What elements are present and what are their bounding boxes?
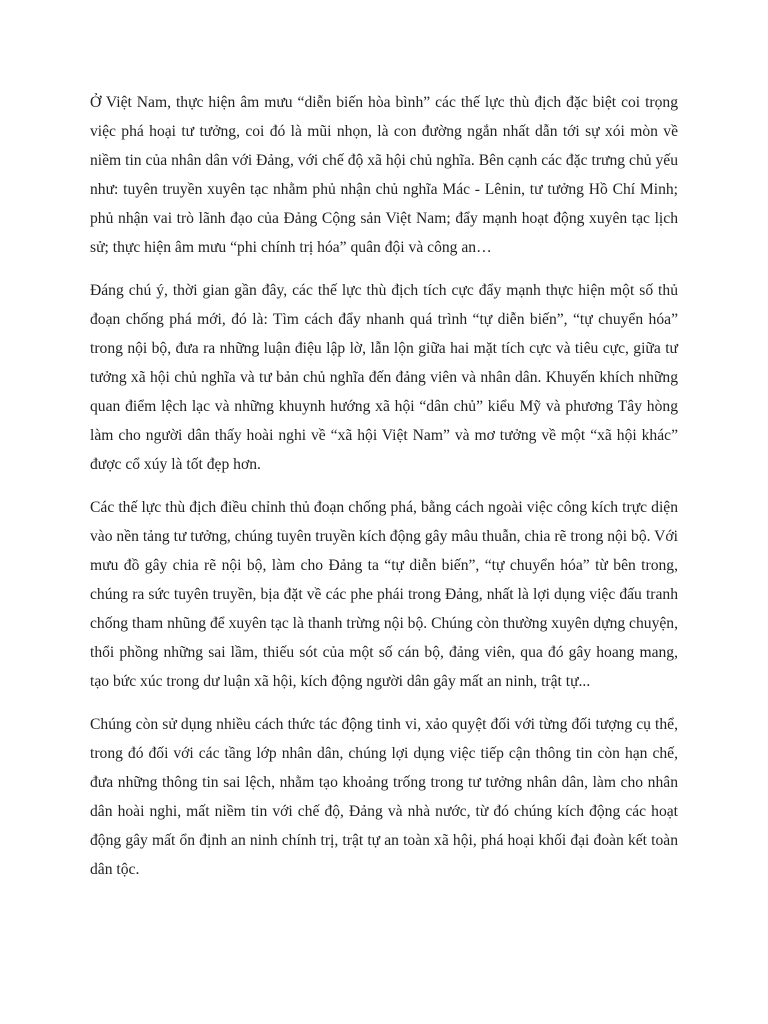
document-body [90, 88, 678, 898]
paragraph: Ở Việt Nam, thực hiện âm mưu “diễn biến hòa bình” các thế lực thù địch đặc biệt coi trọng việc phá hoại tư tưởng, coi đó là mũi nhọn, là con đường ngắn nhất dẫn tới sự xói mòn về niềm tin của nhân dân với Đảng, với chế độ xã hội chủ nghĩa. Bên cạnh các đặc trưng chủ yếu như: tuyên truyền xuyên tạc nhằm phủ nhận chủ nghĩa Mác - Lênin, tư tưởng Hồ Chí Minh; phủ nhận vai trò lãnh đạo của Đảng Cộng sản Việt Nam; đẩy mạnh hoạt động xuyên tạc lịch sử; thực hiện âm mưu “phi chính trị hóa” quân đội và công an… [90, 94, 678, 256]
paragraph: Đáng chú ý, thời gian gần đây, các thế lực thù địch tích cực đẩy mạnh thực hiện một số thủ đoạn chống phá mới, đó là: Tìm cách đẩy nhanh quá trình “tự diễn biến”, “tự chuyển hóa” trong nội bộ, đưa ra những luận điệu lập lờ, lẫn lộn giữa hai mặt tích cực và tiêu cực, giữa tư tưởng xã hội chủ nghĩa và tư bản chủ nghĩa đến đảng viên và nhân dân. Khuyến khích những quan điểm lệch lạc và những khuynh hướng xã hội “dân chủ” kiểu Mỹ và phương Tây hòng làm cho người dân thấy hoài nghi về “xã hội Việt Nam” và mơ tưởng về một “xã hội khác” được cổ xúy là tốt đẹp hơn. [90, 282, 678, 473]
paragraph: Các thế lực thù địch điều chỉnh thủ đoạn chống phá, bằng cách ngoài việc công kích trực diện vào nền tảng tư tưởng, chúng tuyên truyền kích động gây mâu thuẫn, chia rẽ trong nội bộ. Với mưu đồ gây chia rẽ nội bộ, làm cho Đảng ta “tự diễn biến”, “tự chuyển hóa” từ bên trong, chúng ra sức tuyên truyền, bịa đặt về các phe phái trong Đảng, nhất là lợi dụng việc đấu tranh chống tham nhũng để xuyên tạc là thanh trừng nội bộ. Chúng còn thường xuyên dựng chuyện, thổi phồng những sai lầm, thiếu sót của một số cán bộ, đảng viên, qua đó gây hoang mang, tạo bức xúc trong dư luận xã hội, kích động người dân gây mất an ninh, trật tự... [90, 499, 678, 690]
paragraph: Chúng còn sử dụng nhiều cách thức tác động tinh vi, xảo quyệt đối với từng đối tượng cụ thể, trong đó đối với các tầng lớp nhân dân, chúng lợi dụng việc tiếp cận thông tin còn hạn chế, đưa những thông tin sai lệch, nhằm tạo khoảng trống trong tư tưởng nhân dân, làm cho nhân dân hoài nghi, mất niềm tin với chế độ, Đảng và nhà nước, từ đó chúng kích động các hoạt động gây mất ổn định an ninh chính trị, trật tự an toàn xã hội, phá hoại khối đại đoàn kết toàn dân tộc. [90, 716, 678, 878]
